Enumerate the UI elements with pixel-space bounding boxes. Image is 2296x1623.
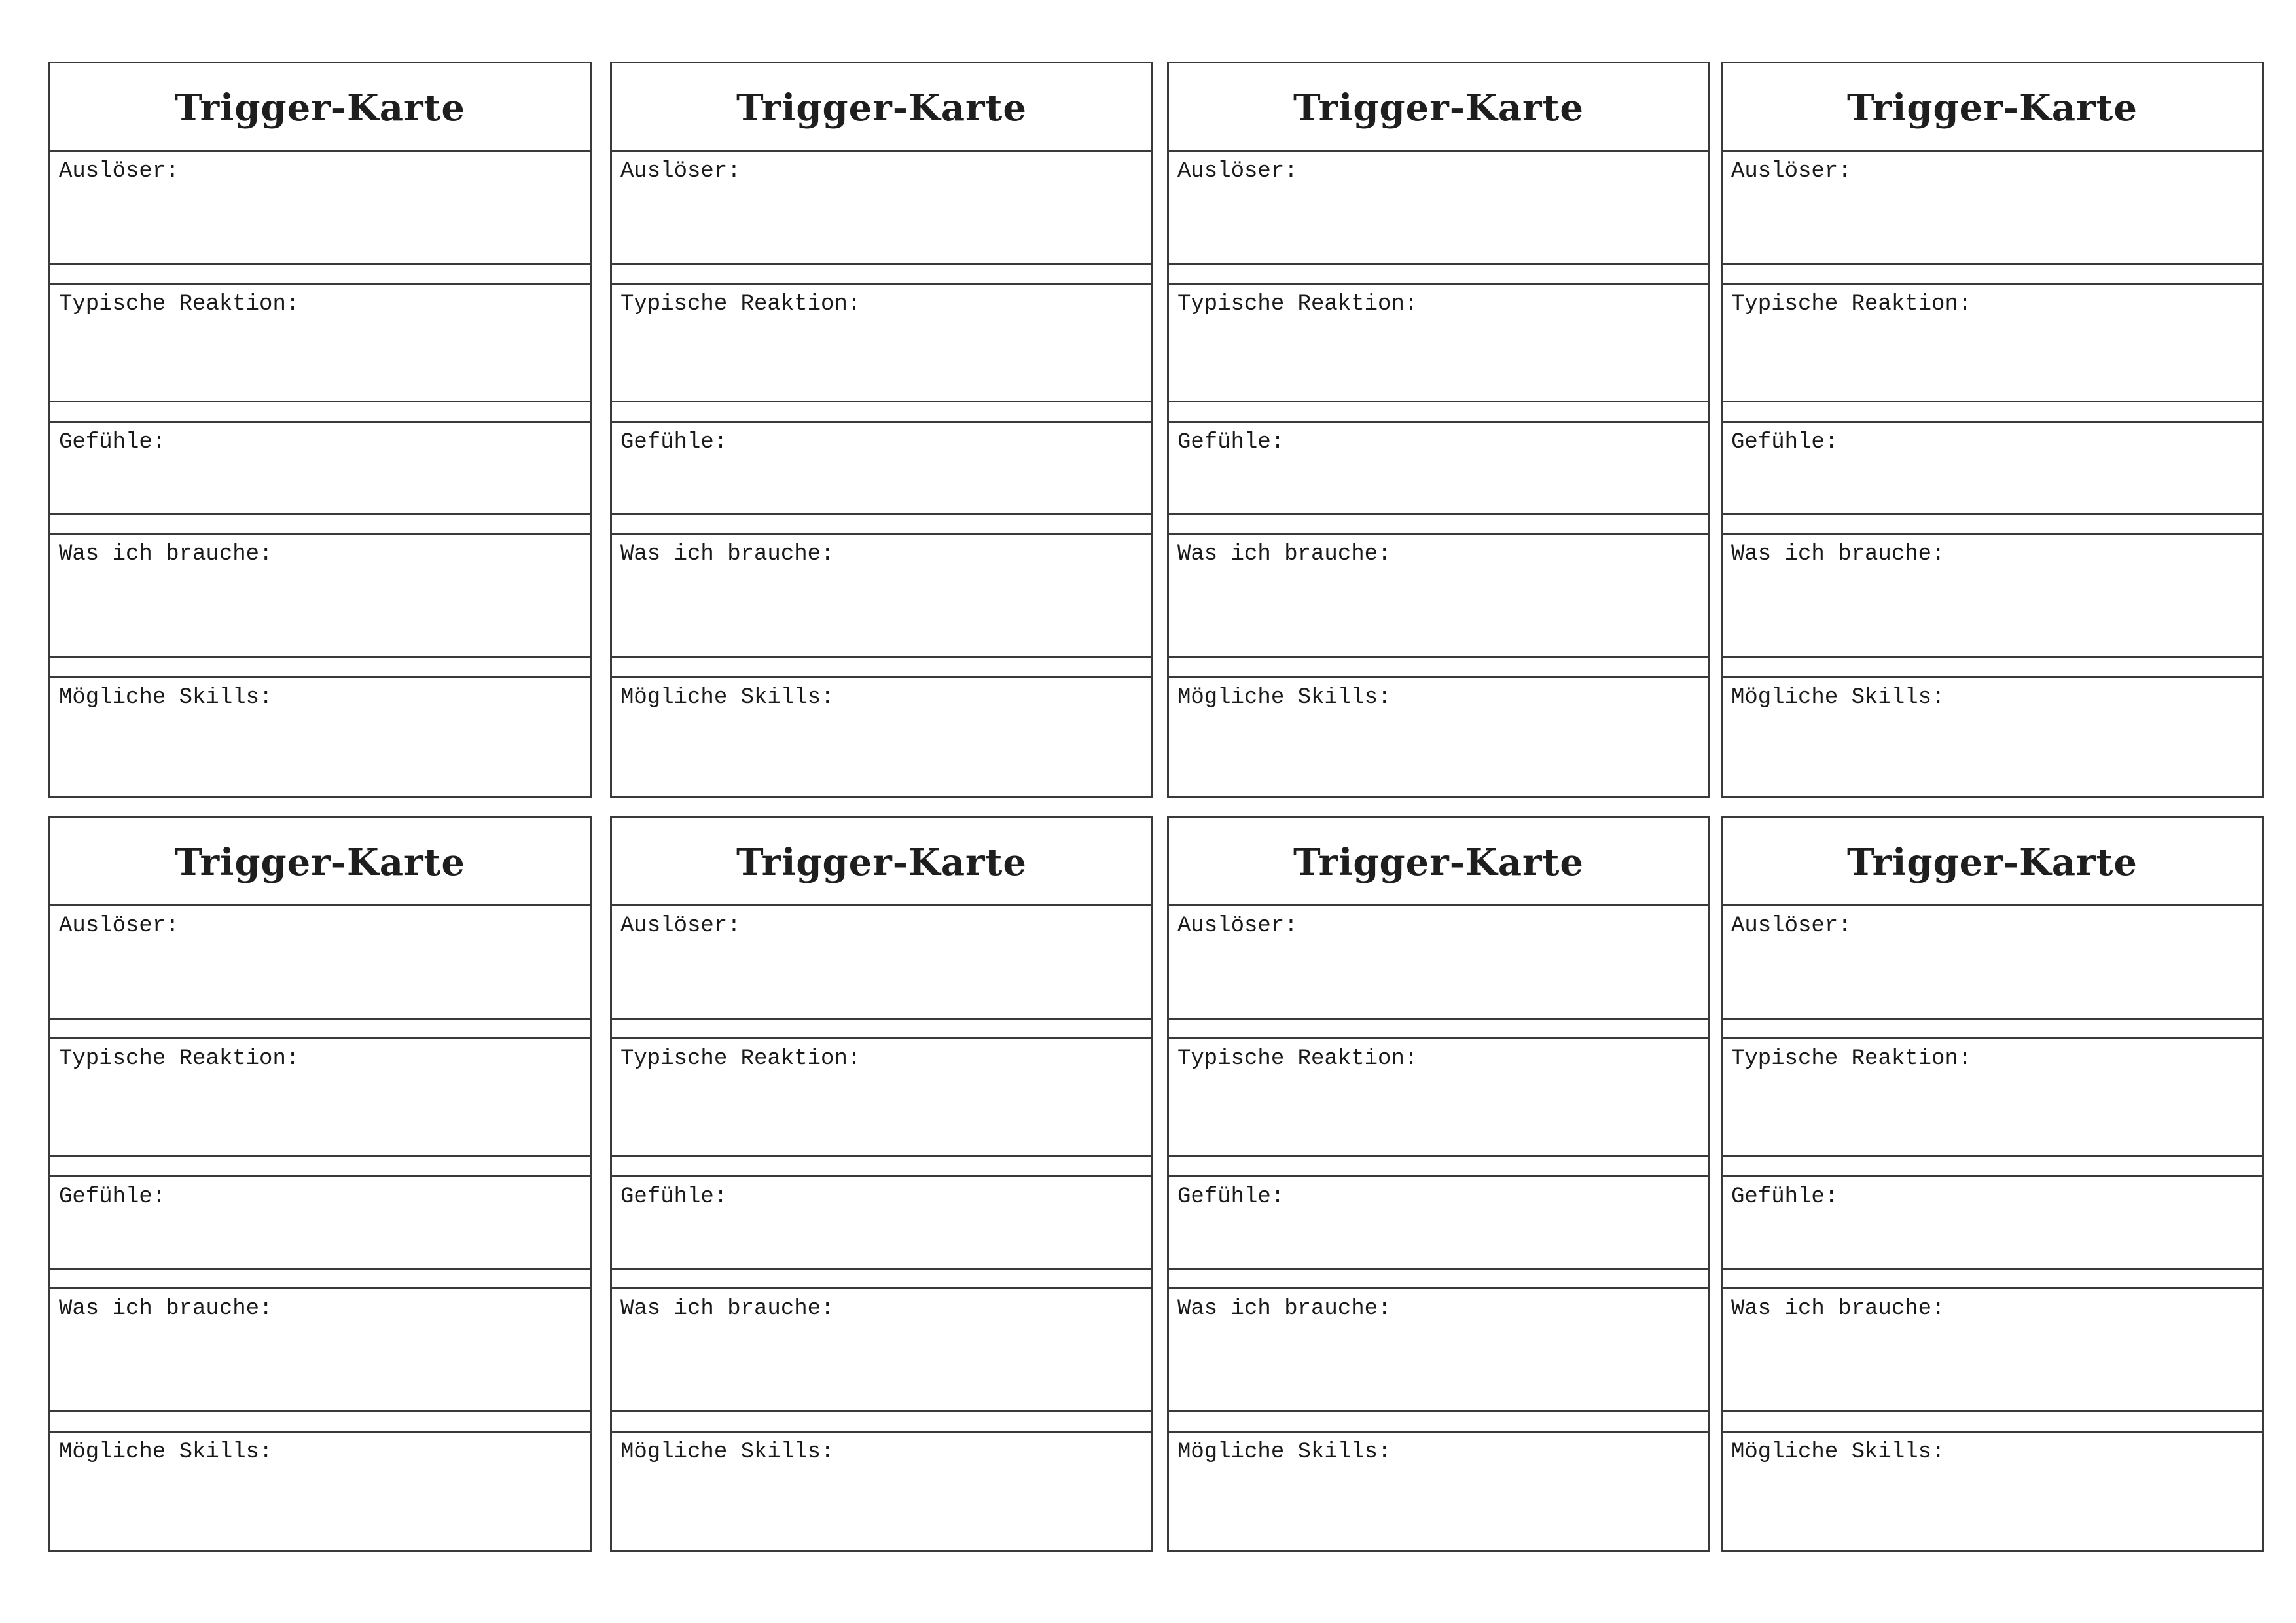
card-title: Trigger-Karte xyxy=(1846,840,2138,884)
field-ausloeser-area[interactable] xyxy=(1723,906,2262,1018)
section-divider xyxy=(1169,1268,1708,1270)
field-gefuehle-label: Gefühle: xyxy=(620,1185,728,1209)
field-ausloeser-area[interactable] xyxy=(612,906,1151,1018)
section-divider xyxy=(50,656,590,658)
section-divider xyxy=(50,1268,590,1270)
field-was-ich-brauche-label: Was ich brauche: xyxy=(59,542,273,567)
card-title: Trigger-Karte xyxy=(174,86,466,130)
field-ausloeser-area[interactable] xyxy=(1169,906,1708,1018)
field-was-ich-brauche-area[interactable] xyxy=(612,1289,1151,1410)
field-typische-reaktion-area[interactable] xyxy=(1723,1039,2262,1155)
field-gefuehle-area[interactable] xyxy=(612,1177,1151,1268)
trigger-card xyxy=(1167,816,1710,1552)
field-gefuehle-area[interactable] xyxy=(50,1177,590,1268)
field-typische-reaktion-label: Typische Reaktion: xyxy=(620,1046,861,1071)
field-gefuehle-label: Gefühle: xyxy=(620,430,728,455)
field-typische-reaktion-area[interactable] xyxy=(50,285,590,401)
field-ausloeser-label: Auslöser: xyxy=(620,914,741,938)
field-was-ich-brauche-label: Was ich brauche: xyxy=(59,1296,273,1321)
trigger-card xyxy=(1167,62,1710,798)
field-typische-reaktion-label: Typische Reaktion: xyxy=(1731,1046,1972,1071)
field-ausloeser-label: Auslöser: xyxy=(1731,159,1852,184)
field-typische-reaktion-label: Typische Reaktion: xyxy=(620,292,861,317)
section-divider xyxy=(612,1268,1151,1270)
field-was-ich-brauche-label: Was ich brauche: xyxy=(1731,542,1945,567)
card-title: Trigger-Karte xyxy=(1846,86,2138,130)
card-title: Trigger-Karte xyxy=(736,840,1028,884)
field-moegliche-skills-label: Mögliche Skills: xyxy=(1731,685,1945,710)
field-was-ich-brauche-label: Was ich brauche: xyxy=(620,542,834,567)
field-typische-reaktion-label: Typische Reaktion: xyxy=(1731,292,1972,317)
field-moegliche-skills-label: Mögliche Skills: xyxy=(1177,1440,1391,1465)
field-ausloeser-area[interactable] xyxy=(50,152,590,263)
section-divider xyxy=(50,1410,590,1412)
field-ausloeser-label: Auslöser: xyxy=(1731,914,1852,938)
section-divider xyxy=(50,263,590,265)
trigger-card xyxy=(1721,62,2264,798)
field-typische-reaktion-area[interactable] xyxy=(1723,285,2262,401)
field-typische-reaktion-area[interactable] xyxy=(1169,285,1708,401)
section-divider xyxy=(1723,1410,2262,1412)
section-divider xyxy=(1169,401,1708,402)
section-divider xyxy=(1723,263,2262,265)
field-gefuehle-area[interactable] xyxy=(50,423,590,513)
section-divider xyxy=(1723,1018,2262,1020)
section-divider xyxy=(1169,1018,1708,1020)
section-divider xyxy=(1169,263,1708,265)
section-divider xyxy=(612,263,1151,265)
field-ausloeser-label: Auslöser: xyxy=(1177,914,1298,938)
field-was-ich-brauche-label: Was ich brauche: xyxy=(1177,1296,1391,1321)
field-typische-reaktion-label: Typische Reaktion: xyxy=(59,1046,300,1071)
field-ausloeser-area[interactable] xyxy=(612,152,1151,263)
section-divider xyxy=(612,513,1151,515)
field-gefuehle-area[interactable] xyxy=(1169,1177,1708,1268)
field-was-ich-brauche-area[interactable] xyxy=(612,535,1151,656)
card-title: Trigger-Karte xyxy=(1293,86,1585,130)
section-divider xyxy=(1723,513,2262,515)
field-ausloeser-label: Auslöser: xyxy=(620,159,741,184)
section-divider xyxy=(50,1155,590,1157)
section-divider xyxy=(1169,1155,1708,1157)
field-typische-reaktion-area[interactable] xyxy=(612,285,1151,401)
field-was-ich-brauche-label: Was ich brauche: xyxy=(1731,1296,1945,1321)
section-divider xyxy=(1723,1268,2262,1270)
field-ausloeser-area[interactable] xyxy=(1723,152,2262,263)
field-ausloeser-area[interactable] xyxy=(1169,152,1708,263)
field-was-ich-brauche-area[interactable] xyxy=(1723,535,2262,656)
field-was-ich-brauche-area[interactable] xyxy=(1169,1289,1708,1410)
section-divider xyxy=(1169,656,1708,658)
field-typische-reaktion-area[interactable] xyxy=(50,1039,590,1155)
field-typische-reaktion-label: Typische Reaktion: xyxy=(59,292,300,317)
field-ausloeser-label: Auslöser: xyxy=(59,914,179,938)
section-divider xyxy=(612,1155,1151,1157)
field-moegliche-skills-label: Mögliche Skills: xyxy=(620,685,834,710)
trigger-card xyxy=(48,62,592,798)
section-divider xyxy=(50,1018,590,1020)
trigger-card xyxy=(610,816,1153,1552)
field-gefuehle-area[interactable] xyxy=(1723,1177,2262,1268)
section-divider xyxy=(50,513,590,515)
section-divider xyxy=(1723,1155,2262,1157)
section-divider xyxy=(1169,513,1708,515)
trigger-card xyxy=(48,816,592,1552)
field-was-ich-brauche-label: Was ich brauche: xyxy=(620,1296,834,1321)
field-moegliche-skills-label: Mögliche Skills: xyxy=(59,1440,273,1465)
field-gefuehle-label: Gefühle: xyxy=(1177,1185,1285,1209)
section-divider xyxy=(1723,401,2262,402)
section-divider xyxy=(612,656,1151,658)
field-was-ich-brauche-label: Was ich brauche: xyxy=(1177,542,1391,567)
field-was-ich-brauche-area[interactable] xyxy=(1169,535,1708,656)
field-was-ich-brauche-area[interactable] xyxy=(1723,1289,2262,1410)
field-ausloeser-label: Auslöser: xyxy=(59,159,179,184)
field-moegliche-skills-area[interactable] xyxy=(612,678,1151,798)
field-gefuehle-label: Gefühle: xyxy=(1177,430,1285,455)
card-title: Trigger-Karte xyxy=(736,86,1028,130)
field-moegliche-skills-area[interactable] xyxy=(50,678,590,798)
field-typische-reaktion-label: Typische Reaktion: xyxy=(1177,1046,1418,1071)
trigger-card xyxy=(610,62,1153,798)
field-gefuehle-label: Gefühle: xyxy=(59,1185,166,1209)
card-title: Trigger-Karte xyxy=(174,840,466,884)
field-moegliche-skills-area[interactable] xyxy=(1169,1433,1708,1552)
field-moegliche-skills-area[interactable] xyxy=(1169,678,1708,798)
trigger-card xyxy=(1721,816,2264,1552)
field-gefuehle-area[interactable] xyxy=(1723,423,2262,513)
section-divider xyxy=(1723,656,2262,658)
field-moegliche-skills-label: Mögliche Skills: xyxy=(1731,1440,1945,1465)
field-ausloeser-label: Auslöser: xyxy=(1177,159,1298,184)
field-moegliche-skills-area[interactable] xyxy=(1723,678,2262,798)
field-moegliche-skills-label: Mögliche Skills: xyxy=(1177,685,1391,710)
section-divider xyxy=(612,1018,1151,1020)
field-gefuehle-label: Gefühle: xyxy=(1731,430,1839,455)
field-moegliche-skills-area[interactable] xyxy=(1723,1433,2262,1552)
field-moegliche-skills-area[interactable] xyxy=(50,1433,590,1552)
field-was-ich-brauche-area[interactable] xyxy=(50,1289,590,1410)
section-divider xyxy=(612,401,1151,402)
card-title: Trigger-Karte xyxy=(1293,840,1585,884)
field-gefuehle-label: Gefühle: xyxy=(1731,1185,1839,1209)
field-gefuehle-area[interactable] xyxy=(1169,423,1708,513)
field-typische-reaktion-area[interactable] xyxy=(1169,1039,1708,1155)
field-was-ich-brauche-area[interactable] xyxy=(50,535,590,656)
section-divider xyxy=(50,401,590,402)
section-divider xyxy=(1169,1410,1708,1412)
field-typische-reaktion-label: Typische Reaktion: xyxy=(1177,292,1418,317)
field-gefuehle-area[interactable] xyxy=(612,423,1151,513)
field-typische-reaktion-area[interactable] xyxy=(612,1039,1151,1155)
field-moegliche-skills-area[interactable] xyxy=(612,1433,1151,1552)
field-moegliche-skills-label: Mögliche Skills: xyxy=(59,685,273,710)
field-moegliche-skills-label: Mögliche Skills: xyxy=(620,1440,834,1465)
field-gefuehle-label: Gefühle: xyxy=(59,430,166,455)
field-ausloeser-area[interactable] xyxy=(50,906,590,1018)
section-divider xyxy=(612,1410,1151,1412)
